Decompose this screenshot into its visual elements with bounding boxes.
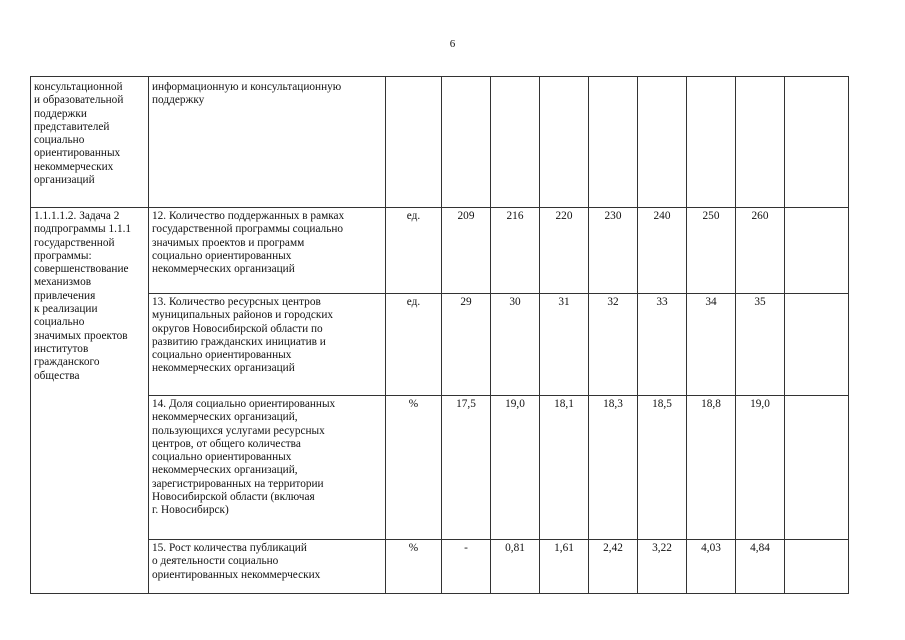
value-cell xyxy=(736,77,785,208)
unit-cell: % xyxy=(386,540,442,594)
value-cell: 240 xyxy=(638,208,687,294)
value-cell: 19,0 xyxy=(491,396,540,540)
table-row xyxy=(31,294,849,396)
value-cell: 4,84 xyxy=(736,540,785,594)
empty-cell xyxy=(785,396,849,540)
task-cell: консультационной и образовательной поддержки представителей социально ориентированных некоммерческих организаций xyxy=(31,77,149,208)
indicator-cell: 15. Рост количества публикаций о деятельности социально ориентированных некоммерческих xyxy=(149,540,386,594)
value-cell: 19,0 xyxy=(736,396,785,540)
value-cell: 18,8 xyxy=(687,396,736,540)
indicator-cell: информационную и консультационную поддержку xyxy=(149,77,386,208)
empty-cell xyxy=(785,77,849,208)
table-row xyxy=(31,540,849,594)
indicator-cell: 14. Доля социально ориентированных некоммерческих организаций, пользующихся услугами ресурсных центров, от общего количества социально ориентированных некоммерческих организаций, зарегистрированных на территории Новосибирской области (включая г. Новосибирск) xyxy=(149,396,386,540)
value-cell: 220 xyxy=(540,208,589,294)
value-cell: 32 xyxy=(589,294,638,396)
value-cell: 230 xyxy=(589,208,638,294)
empty-cell xyxy=(785,208,849,294)
task-cell: 1.1.1.1.2. Задача 2 подпрограммы 1.1.1 государственной программы: совершенствование механизмов привлечения к реализации социально значимых проектов институтов гражданского общества xyxy=(31,208,149,594)
empty-cell xyxy=(785,294,849,396)
value-cell: 3,22 xyxy=(638,540,687,594)
value-cell: 1,61 xyxy=(540,540,589,594)
unit-cell: ед. xyxy=(386,294,442,396)
table-row xyxy=(31,77,849,208)
value-cell: 35 xyxy=(736,294,785,396)
value-cell: 2,42 xyxy=(589,540,638,594)
unit-cell: % xyxy=(386,396,442,540)
value-cell xyxy=(589,77,638,208)
value-cell xyxy=(540,77,589,208)
table-row xyxy=(31,396,849,540)
value-cell: 250 xyxy=(687,208,736,294)
value-cell: 18,1 xyxy=(540,396,589,540)
indicators-table xyxy=(30,76,849,594)
empty-cell xyxy=(785,540,849,594)
indicator-cell: 13. Количество ресурсных центров муниципальных районов и городских округов Новосибирской области по развитию гражданских инициатив и социально ориентированных некоммерческих организаций xyxy=(149,294,386,396)
value-cell xyxy=(442,77,491,208)
value-cell: 260 xyxy=(736,208,785,294)
value-cell: 4,03 xyxy=(687,540,736,594)
value-cell xyxy=(491,77,540,208)
page-number: 6 xyxy=(449,38,456,50)
value-cell: 0,81 xyxy=(491,540,540,594)
indicator-cell: 12. Количество поддержанных в рамках государственной программы социально значимых проектов и программ социально ориентированных некоммерческих организаций xyxy=(149,208,386,294)
value-cell: 18,3 xyxy=(589,396,638,540)
value-cell: 34 xyxy=(687,294,736,396)
value-cell xyxy=(638,77,687,208)
value-cell: 33 xyxy=(638,294,687,396)
value-cell: 209 xyxy=(442,208,491,294)
value-cell: 31 xyxy=(540,294,589,396)
value-cell xyxy=(687,77,736,208)
value-cell: 29 xyxy=(442,294,491,396)
value-cell: - xyxy=(442,540,491,594)
value-cell: 17,5 xyxy=(442,396,491,540)
value-cell: 18,5 xyxy=(638,396,687,540)
unit-cell xyxy=(386,77,442,208)
unit-cell: ед. xyxy=(386,208,442,294)
table-row xyxy=(31,208,849,294)
value-cell: 216 xyxy=(491,208,540,294)
value-cell: 30 xyxy=(491,294,540,396)
